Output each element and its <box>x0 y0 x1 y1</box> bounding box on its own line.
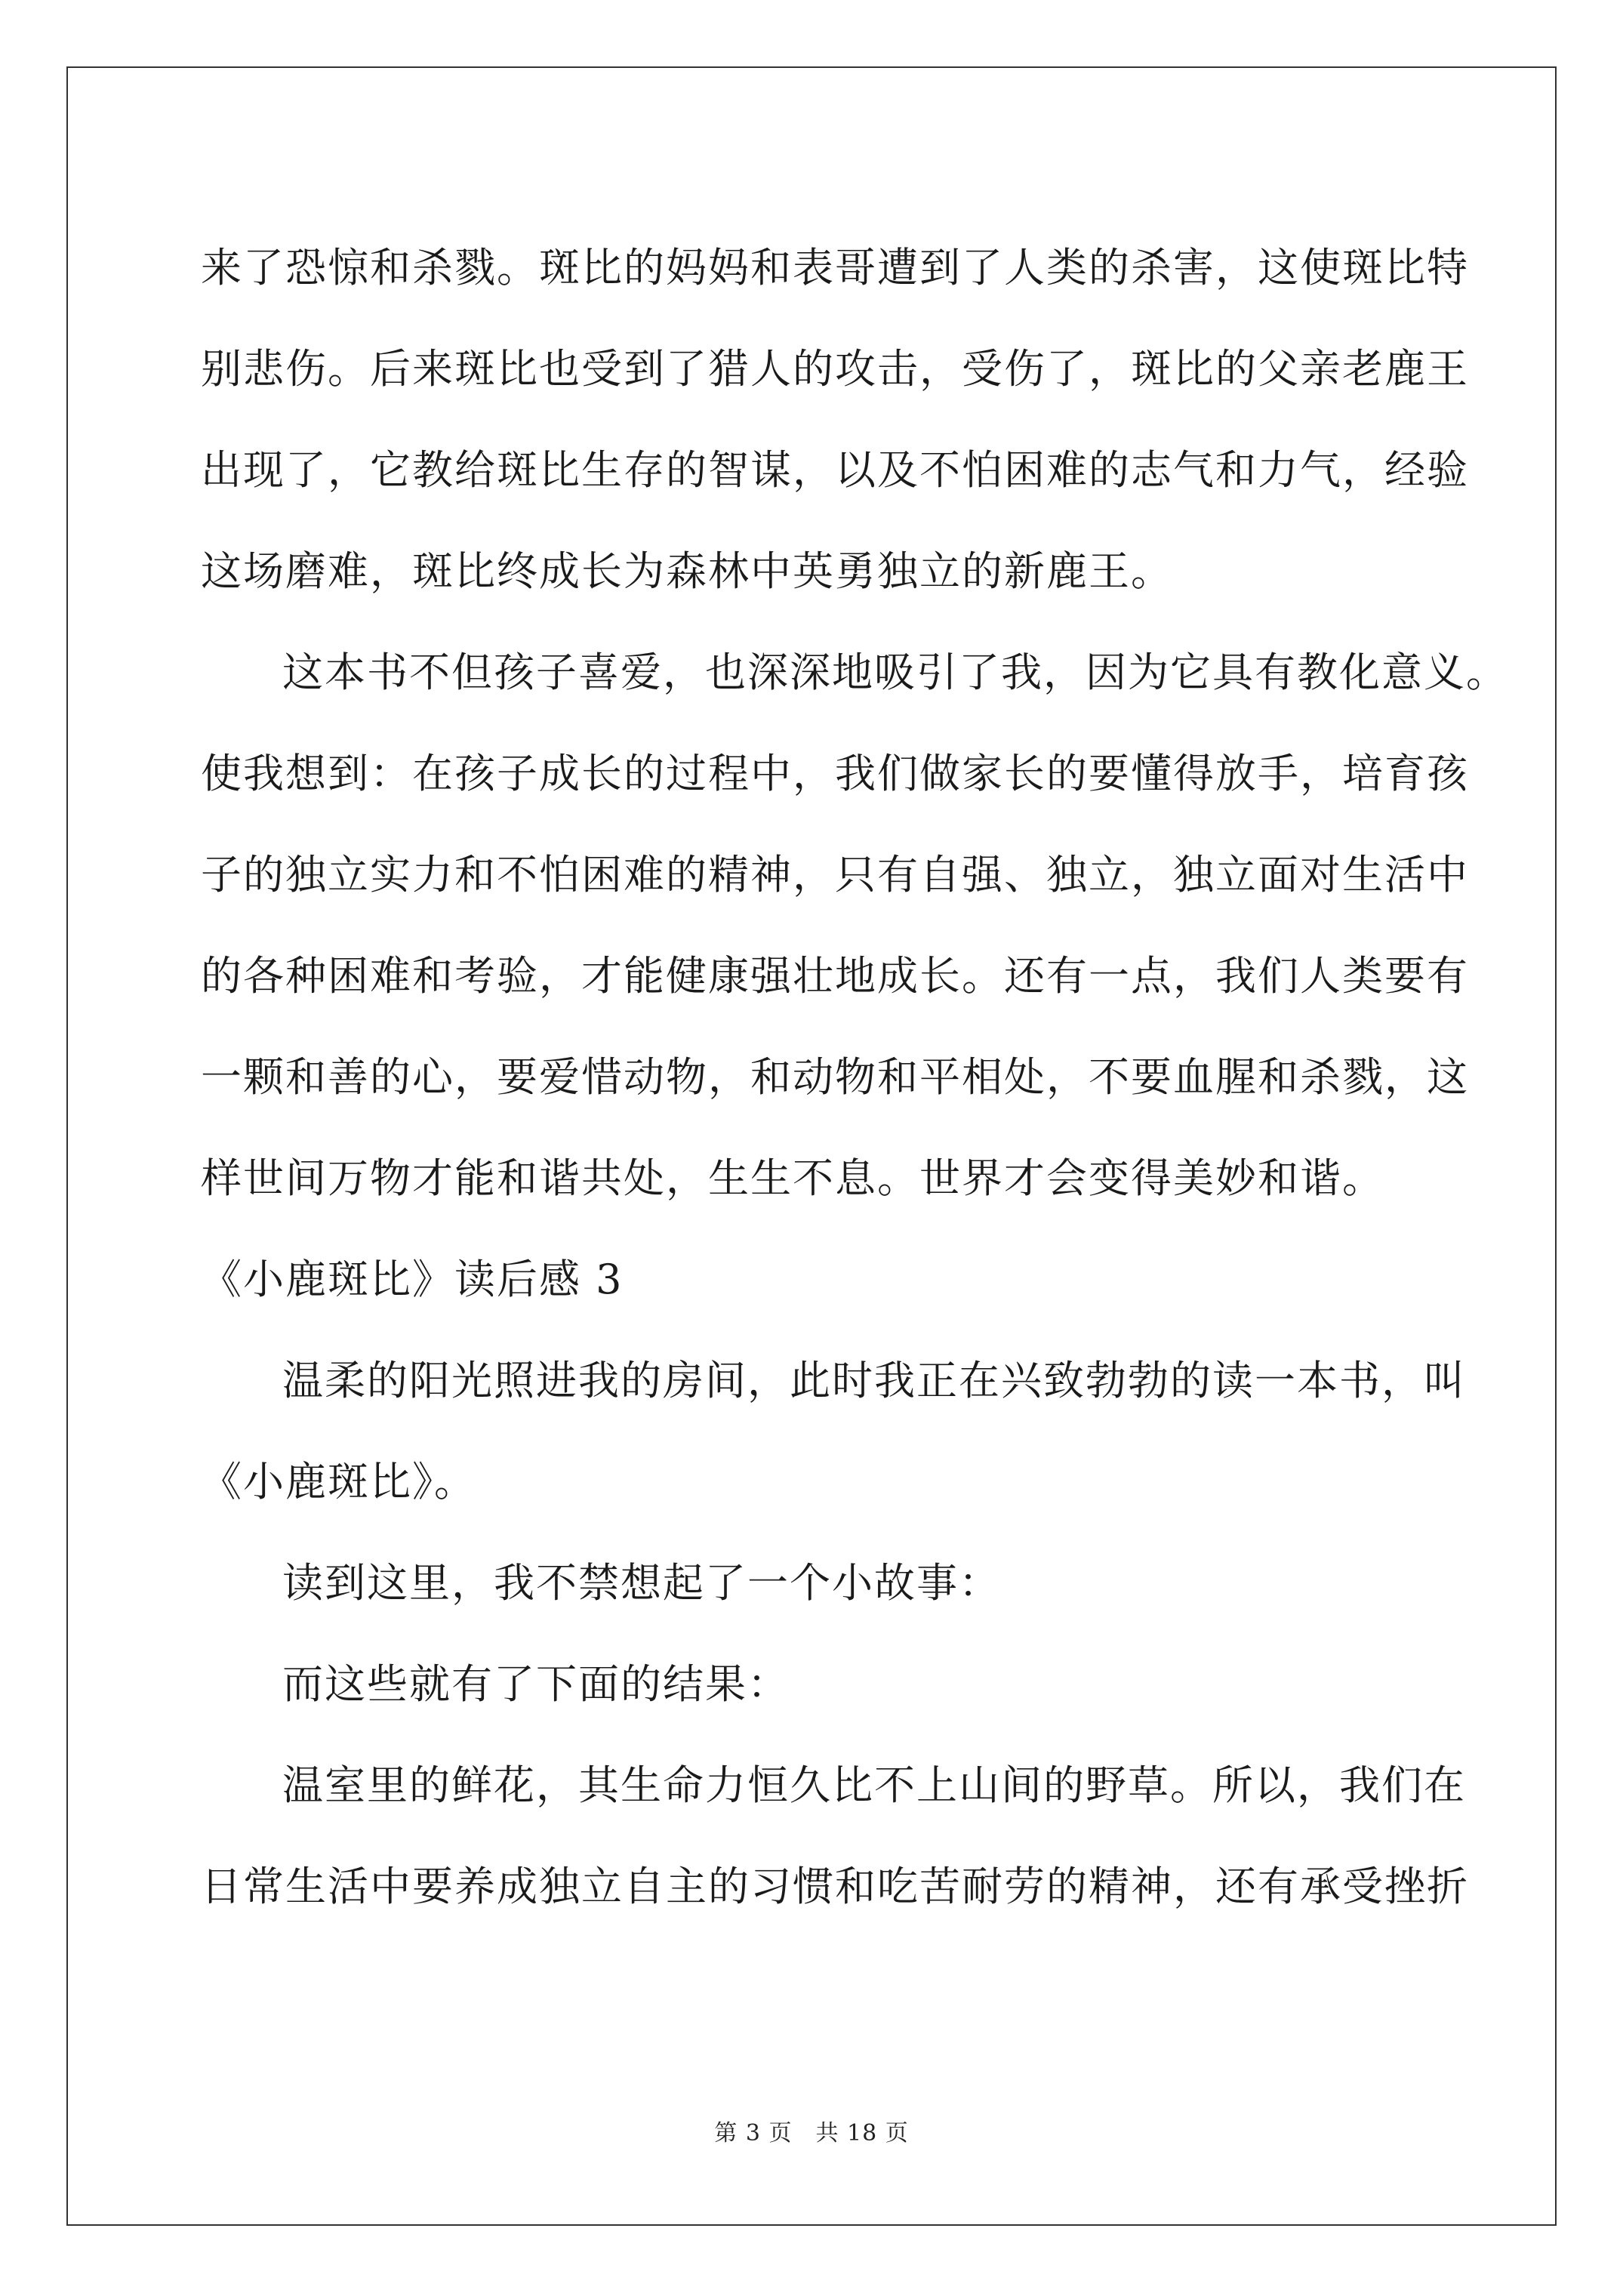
paragraph-start-line: 读到这里，我不禁想起了一个小故事： <box>282 1559 1001 1607</box>
text-line: 一颗和善的心，要爱惜动物，和动物和平相处，不要血腥和杀戮，这 <box>201 1053 1469 1101</box>
page-number-footer: 第 3 页 共 18 页 <box>714 2120 909 2147</box>
text-line: 使我想到：在孩子成长的过程中，我们做家长的要懂得放手，培育孩 <box>201 750 1469 797</box>
text-line: 的各种困难和考验，才能健康强壮地成长。还有一点，我们人类要有 <box>201 952 1469 1000</box>
paragraph-start-line: 温室里的鲜花，其生命力恒久比不上山间的野草。所以，我们在 <box>282 1761 1466 1809</box>
text-line: 这场磨难，斑比终成长为森林中英勇独立的新鹿王。 <box>201 547 1173 595</box>
text-line: 别悲伤。后来斑比也受到了猎人的攻击，受伤了，斑比的父亲老鹿王 <box>201 345 1469 393</box>
text-line: 《小鹿斑比》。 <box>201 1458 476 1505</box>
text-line: 样世间万物才能和谐共处，生生不息。世界才会变得美妙和谐。 <box>201 1154 1384 1202</box>
section-heading: 《小鹿斑比》读后感 3 <box>201 1256 624 1303</box>
text-line: 日常生活中要养成独立自主的习惯和吃苦耐劳的精神，还有承受挫折 <box>201 1863 1469 1910</box>
text-line: 子的独立实力和不怕困难的精神，只有自强、独立，独立面对生活中 <box>201 851 1469 898</box>
text-line: 来了恐惊和杀戮。斑比的妈妈和表哥遭到了人类的杀害，这使斑比特 <box>201 244 1469 291</box>
document-body <box>201 217 1508 1937</box>
paragraph-start-line: 而这些就有了下面的结果： <box>282 1660 790 1708</box>
text-line: 出现了，它教给斑比生存的智谋，以及不怕困难的志气和力气，经验 <box>201 446 1469 494</box>
paragraph-start-line: 温柔的阳光照进我的房间，此时我正在兴致勃勃的读一本书，叫 <box>282 1357 1466 1404</box>
paragraph-start-line: 这本书不但孩子喜爱，也深深地吸引了我，因为它具有教化意义。 <box>282 649 1508 696</box>
